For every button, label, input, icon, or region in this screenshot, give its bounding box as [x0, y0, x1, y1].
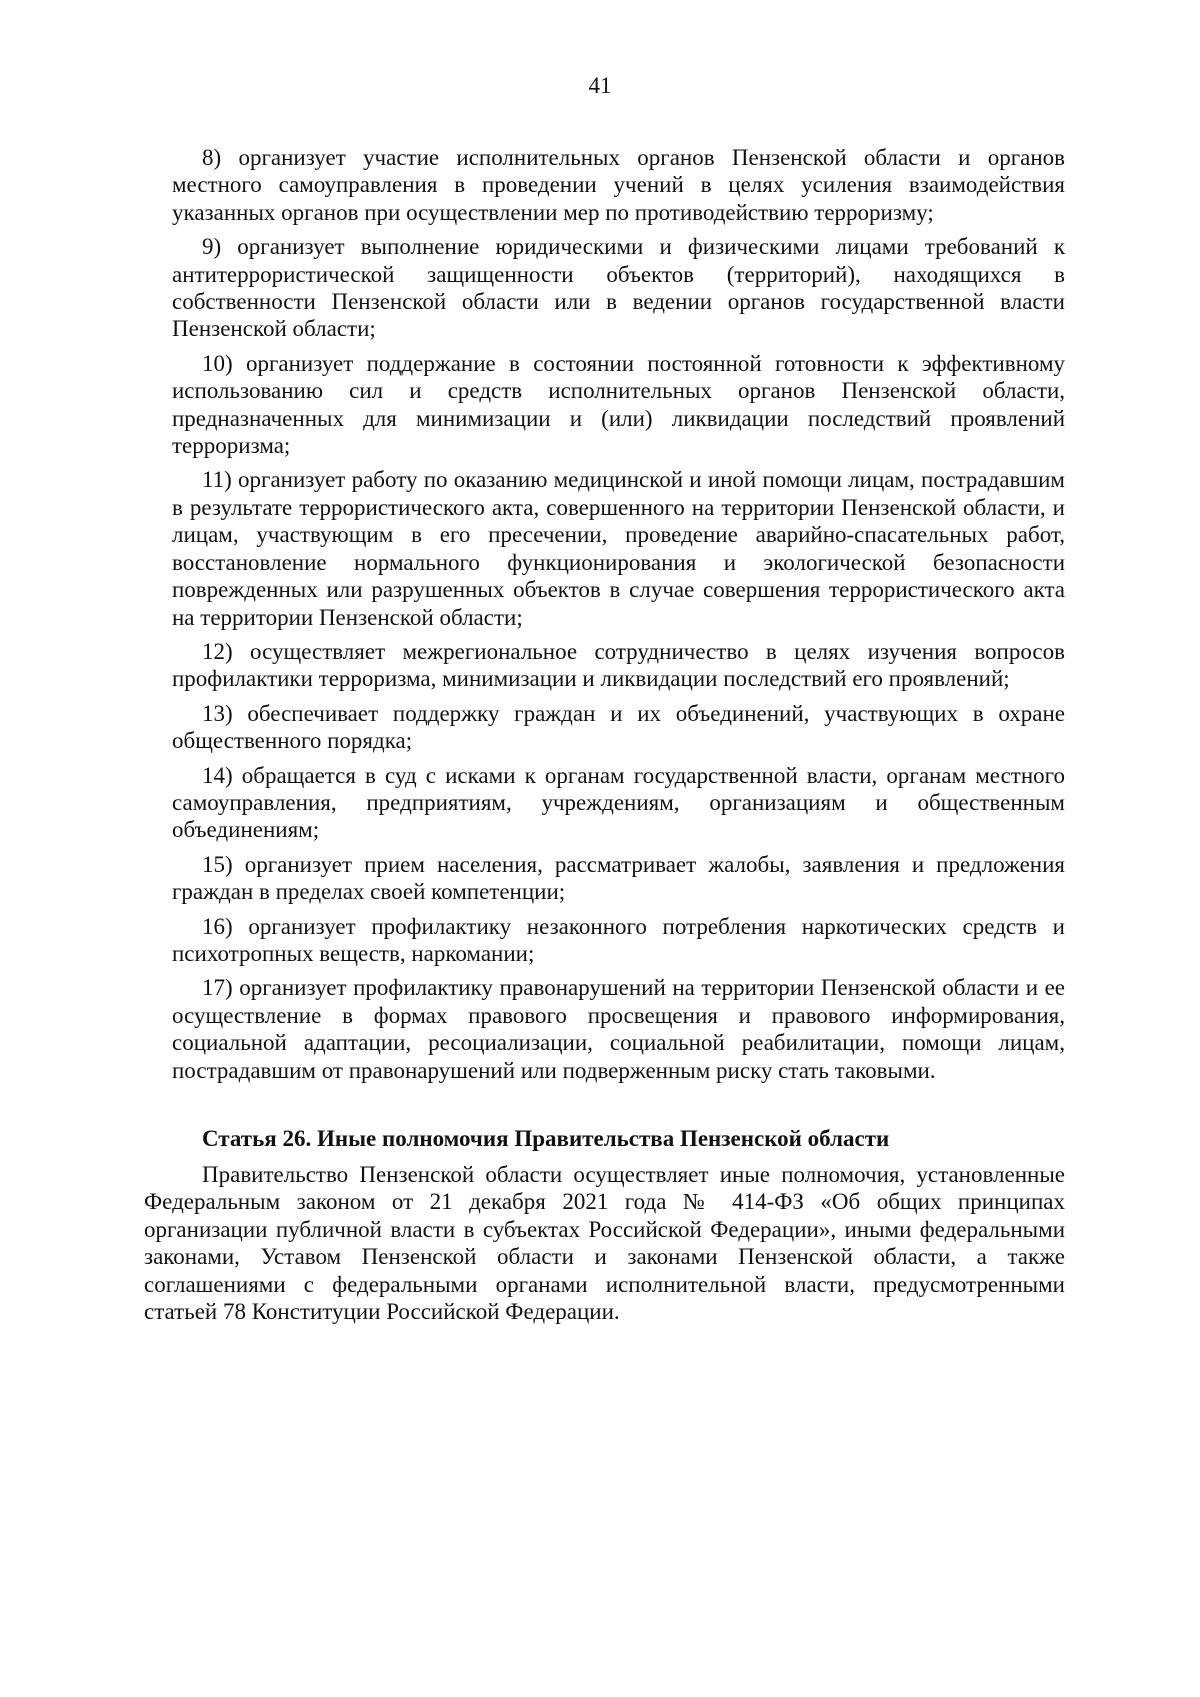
list-item: 11) организует работу по оказанию медицинской и иной помощи лицам, пострадавшим в результате террористического акта, совершенного на территории Пензенской области, и лицам, участвующим в его пресечении, проведение аварийно-спасательных работ, восстановление нормального функционирования и экологической безопасности поврежденных или разрушенных объектов в случае совершения террористического акта на территории Пензенской области; [172, 467, 1065, 630]
list-item: 12) осуществляет межрегиональное сотрудничество в целях изучения вопросов профилактики терроризма, минимизации и ликвидации последствий его проявлений; [172, 638, 1065, 692]
list-item: 14) обращается в суд с исками к органам государственной власти, органам местного самоуправления, предприятиям, учреждениям, организациям и общественным объединениям; [172, 762, 1065, 843]
list-item: 8) организует участие исполнительных органов Пензенской области и органов местного самоуправления в проведении учений в целях усиления взаимодействия указанных органов при осуществлении мер по противодействию терроризму; [172, 145, 1065, 225]
list-item: 10) организует поддержание в состоянии постоянной готовности к эффективному использованию сил и средств исполнительных органов Пензенской области, предназначенных для минимизации и (или) ликвидации последствий проявлений терроризма; [172, 350, 1065, 459]
powers-list [172, 144, 1065, 1091]
page-number: 41 [588, 73, 612, 98]
list-item: 15) организует прием населения, рассматривает жалобы, заявления и предложения граждан в пределах своей компетенции; [172, 851, 1065, 905]
list-item: 13) обеспечивает поддержку граждан и их объединений, участвующих в охране общественного порядка; [172, 700, 1065, 754]
list-item: 16) организует профилактику незаконного потребления наркотических средств и психотропных веществ, наркомании; [172, 913, 1065, 966]
article-body: Правительство Пензенской области осуществляет иные полномочия, установленные Федеральным законом от 21 декабря 2021 года № 414-ФЗ «Об общих принципах организации публичной власти в субъектах Российской Федерации», иными федеральными законами, Уставом Пензенской области и законами Пензенской области, а также соглашениями с федеральными органами исполнительной власти, предусмотренными статьей 78 Конституции Российской Федерации. [144, 1162, 1065, 1325]
list-item: 17) организует профилактику правонарушений на территории Пензенской области и ее осуществление в формах правового просвещения и правового информирования, социальной адаптации, ресоциализации, социальной реабилитации, помощи лицам, пострадавшим от правонарушений или подверженным риску стать таковыми. [172, 975, 1065, 1083]
article-section [144, 1125, 1065, 1325]
article-title: Статья 26. Иные полномочия Правительства Пензенской области [202, 1126, 890, 1151]
list-item: 9) организует выполнение юридическими и физическими лицами требований к антитеррористической защищенности объектов (территорий), находящихся в собственности Пензенской области или в ведении органов государственной власти Пензенской области; [172, 234, 1065, 342]
